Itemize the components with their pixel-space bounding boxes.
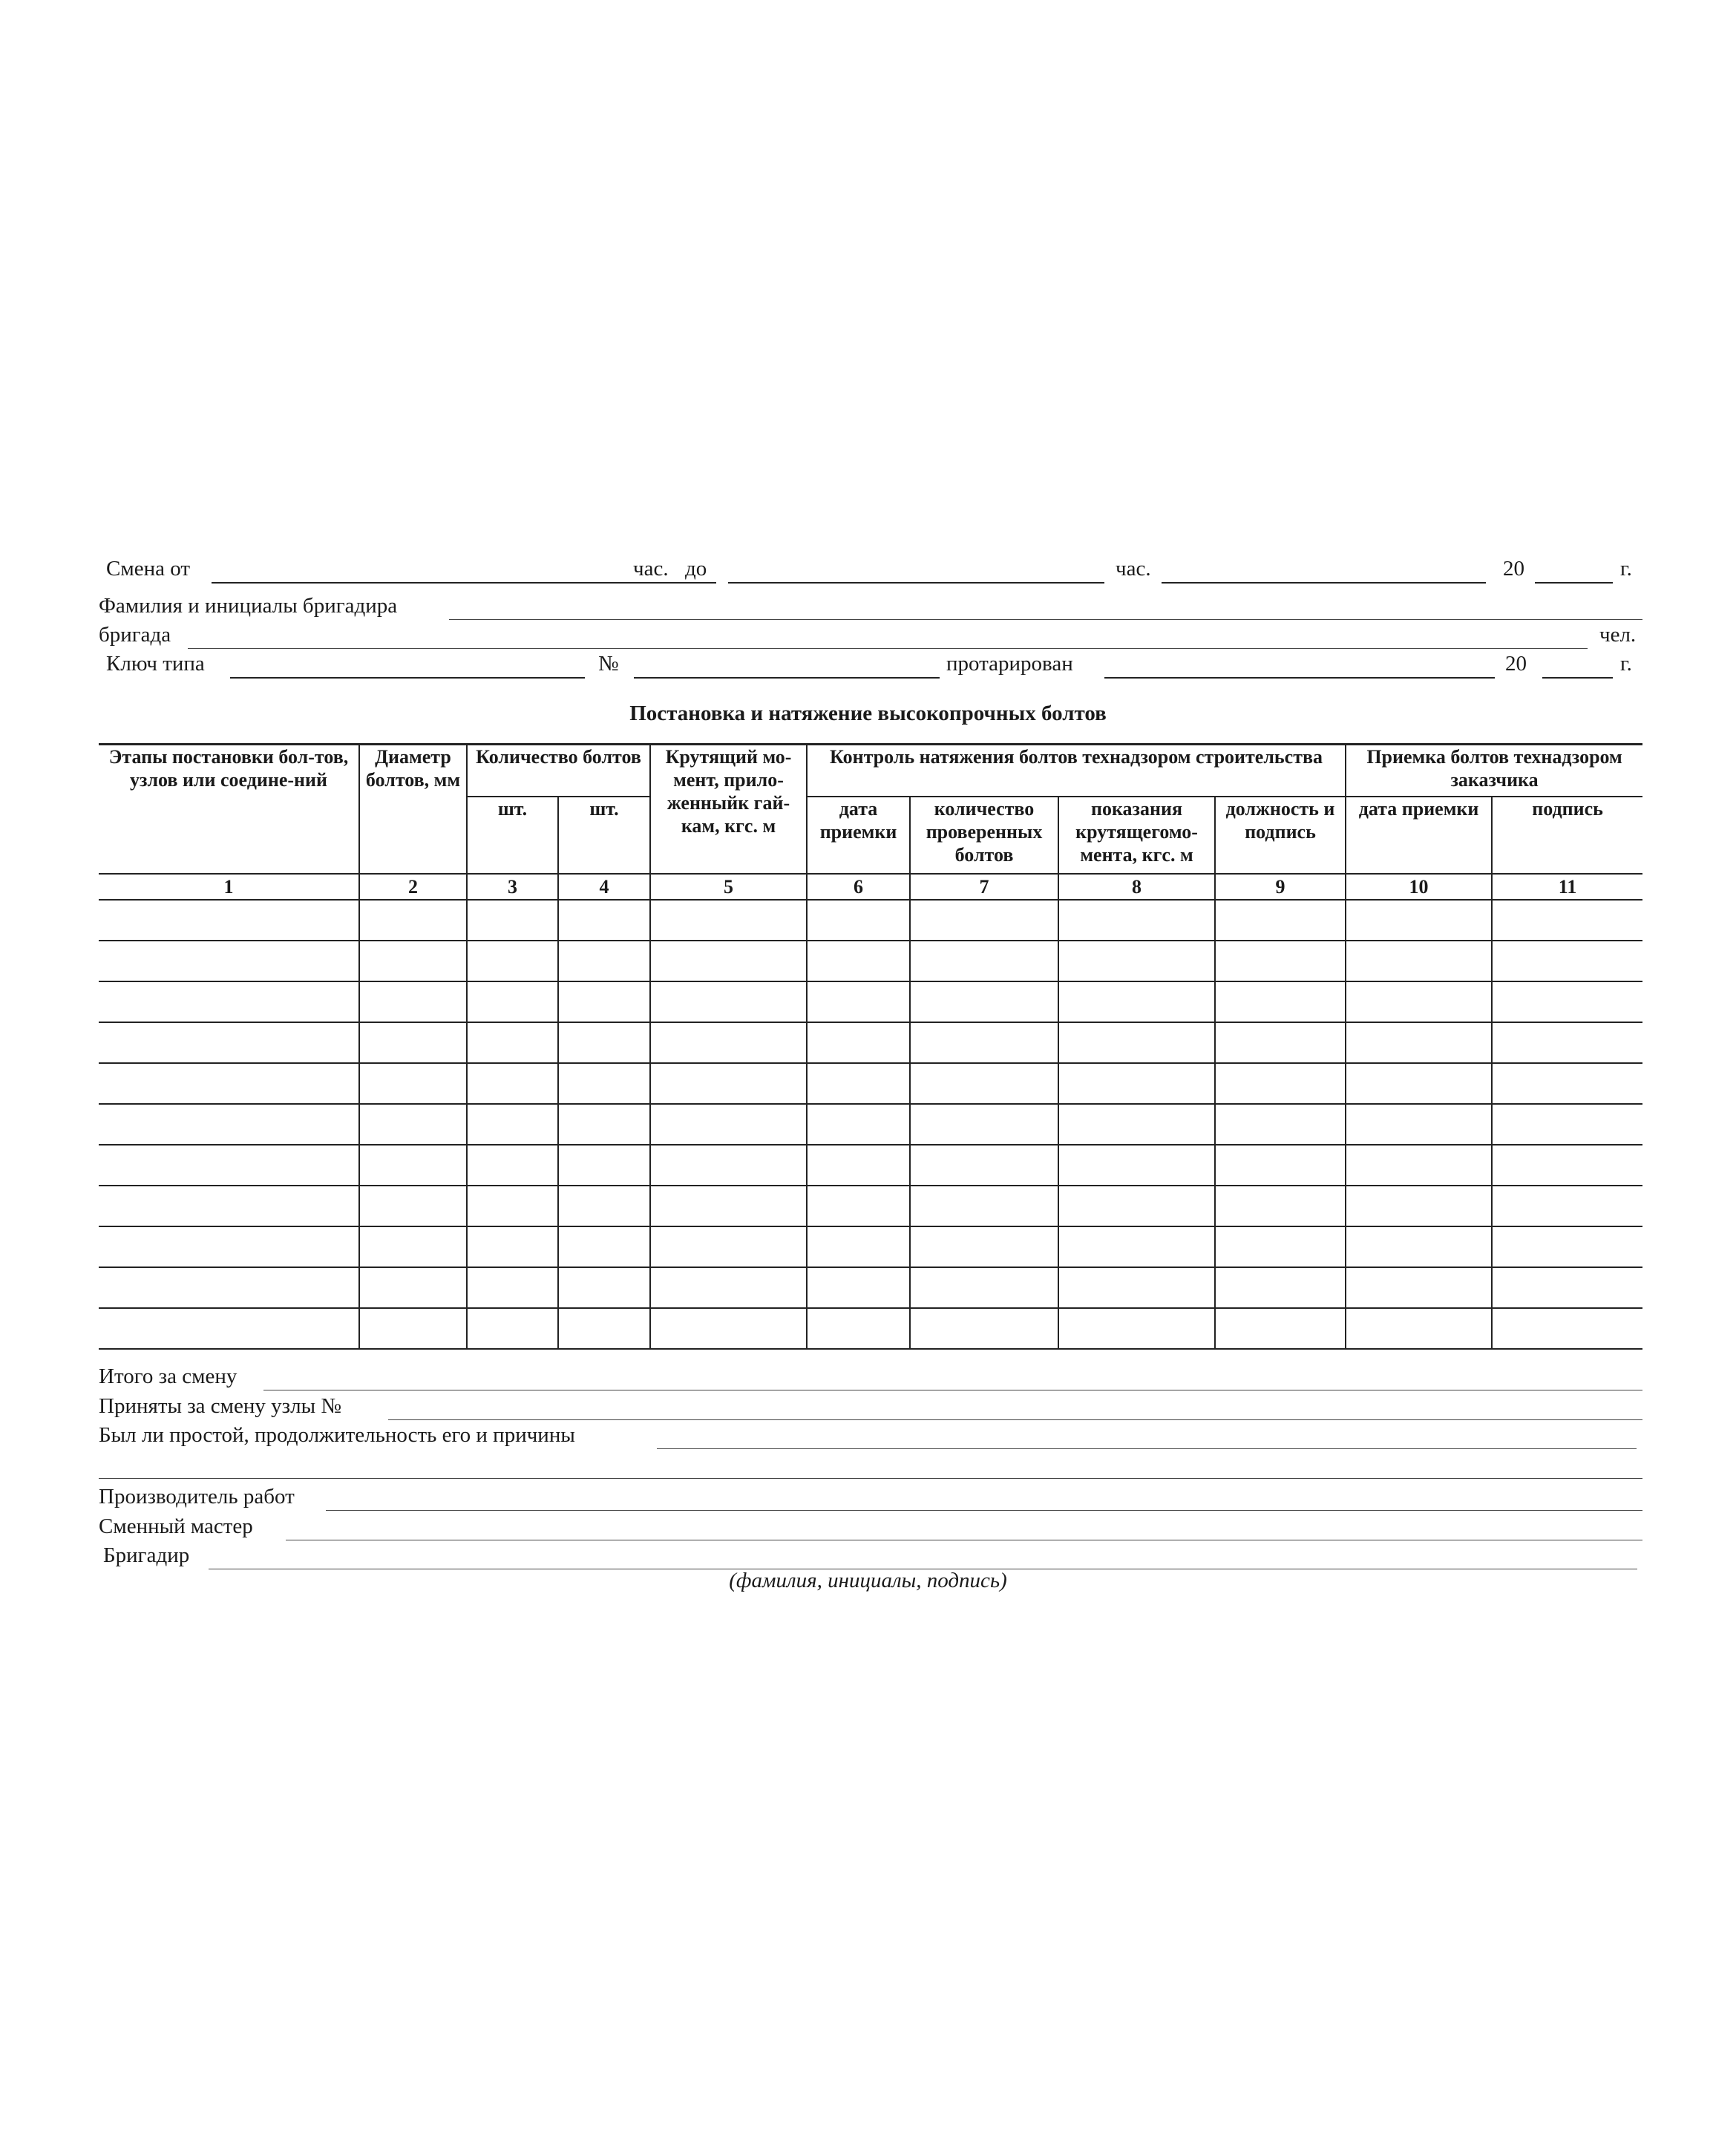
table-cell[interactable] (359, 1308, 467, 1349)
table-cell[interactable] (1058, 1063, 1215, 1104)
table-cell[interactable] (467, 1063, 558, 1104)
table-cell[interactable] (807, 1226, 910, 1267)
table-cell[interactable] (467, 941, 558, 981)
table-cell[interactable] (650, 1186, 807, 1226)
table-cell[interactable] (558, 1308, 650, 1349)
hours-label-a: час. (633, 557, 669, 581)
table-cell[interactable] (558, 1063, 650, 1104)
table-cell[interactable] (650, 941, 807, 981)
col-number: 9 (1215, 874, 1346, 900)
year-suffix-2: г. (1620, 652, 1632, 676)
shift-from-label: Смена от (106, 557, 190, 581)
bolts-table (99, 743, 1642, 1350)
table-cell[interactable] (650, 981, 807, 1022)
table-cell[interactable] (99, 1308, 359, 1349)
year-prefix-2: 20 (1505, 652, 1527, 676)
hours-label-b: час. (1116, 557, 1151, 581)
table-cell[interactable] (650, 1145, 807, 1186)
foreman-name-field[interactable] (449, 619, 1642, 620)
table-cell[interactable] (359, 1063, 467, 1104)
table-cell[interactable] (910, 1104, 1058, 1145)
total-row (99, 1364, 1642, 1394)
accepted-row (99, 1394, 1642, 1424)
table-cell[interactable] (1492, 1186, 1642, 1226)
accepted-field[interactable] (388, 1419, 1642, 1420)
table-cell[interactable] (1215, 1145, 1346, 1186)
col-number: 6 (807, 874, 910, 900)
foreman-name-label: Фамилия и инициалы бригадира (99, 594, 398, 618)
table-cell[interactable] (99, 941, 359, 981)
table-row (99, 1308, 1642, 1349)
column-numbers-row (99, 874, 1642, 900)
table-cell[interactable] (1215, 1063, 1346, 1104)
col-torque-header: Крутящий мо-мент, прило-женныйк гай-кам, кгс. м (650, 745, 807, 875)
table-cell[interactable] (467, 1226, 558, 1267)
work-manager-label: Производитель работ (99, 1485, 295, 1509)
table-row (99, 1022, 1642, 1063)
table-cell[interactable] (467, 1186, 558, 1226)
key-row (99, 652, 1642, 682)
table-cell[interactable] (807, 981, 910, 1022)
work-manager-row (99, 1485, 1642, 1514)
year-field-1[interactable] (1535, 582, 1613, 584)
downtime-field[interactable] (657, 1448, 1637, 1449)
year-field-2[interactable] (1542, 677, 1613, 679)
table-cell[interactable] (1058, 1104, 1215, 1145)
key-type-label: Ключ типа (106, 652, 205, 676)
people-label: чел. (1599, 623, 1637, 647)
table-cell[interactable] (1215, 1226, 1346, 1267)
table-cell[interactable] (359, 981, 467, 1022)
foreman-row (99, 594, 1642, 624)
table-cell[interactable] (910, 1226, 1058, 1267)
table-cell[interactable] (807, 1186, 910, 1226)
year-prefix-1: 20 (1503, 557, 1524, 581)
col-diameter-header: Диаметр болтов, мм (359, 745, 467, 875)
table-cell[interactable] (1346, 900, 1492, 941)
table-cell[interactable] (558, 981, 650, 1022)
downtime-field-continued[interactable] (99, 1478, 1642, 1479)
table-row (99, 1063, 1642, 1104)
table-cell[interactable] (467, 1267, 558, 1308)
table-cell[interactable] (1215, 981, 1346, 1022)
table-cell[interactable] (1492, 1226, 1642, 1267)
total-label: Итого за смену (99, 1364, 238, 1388)
table-cell[interactable] (807, 900, 910, 941)
table-cell[interactable] (910, 1308, 1058, 1349)
table-title: Постановка и натяжение высокопрочных болтов (629, 702, 1107, 725)
table-cell[interactable] (1058, 1186, 1215, 1226)
table-cell[interactable] (1346, 941, 1492, 981)
table-cell[interactable] (1346, 1022, 1492, 1063)
table-cell[interactable] (99, 1063, 359, 1104)
brigade-field[interactable] (188, 648, 1588, 649)
shift-start-field[interactable] (212, 582, 716, 584)
table-cell[interactable] (807, 1022, 910, 1063)
col-qty-pcs-a: шт. (467, 797, 558, 874)
col-stages-header: Этапы постановки бол-тов, узлов или соедине-ний (99, 745, 359, 875)
table-cell[interactable] (99, 1226, 359, 1267)
table-cell[interactable] (1346, 1063, 1492, 1104)
table-cell[interactable] (1215, 1186, 1346, 1226)
table-cell[interactable] (558, 1226, 650, 1267)
col-number: 5 (650, 874, 807, 900)
table-cell[interactable] (558, 900, 650, 941)
brigade-label: бригада (99, 623, 171, 647)
table-cell[interactable] (359, 1022, 467, 1063)
col-number: 11 (1492, 874, 1642, 900)
table-cell[interactable] (910, 981, 1058, 1022)
col-number: 8 (1058, 874, 1215, 900)
table-cell[interactable] (1346, 1226, 1492, 1267)
table-cell[interactable] (910, 900, 1058, 941)
table-cell[interactable] (910, 941, 1058, 981)
table-cell[interactable] (1058, 941, 1215, 981)
table-cell[interactable] (1058, 1145, 1215, 1186)
table-cell[interactable] (1492, 981, 1642, 1022)
table-cell[interactable] (807, 1145, 910, 1186)
col-acceptance-header: Приемка болтов технадзором заказчика (1346, 745, 1642, 797)
col-torque-readings: показания крутящегомо-мента, кгс. м (1058, 797, 1215, 874)
shift-master-label: Сменный мастер (99, 1514, 253, 1538)
table-cell[interactable] (467, 1022, 558, 1063)
key-type-field[interactable] (230, 677, 585, 679)
col-number: 2 (359, 874, 467, 900)
table-cell[interactable] (1346, 1267, 1492, 1308)
table-row (99, 1145, 1642, 1186)
year-suffix-1: г. (1620, 557, 1632, 581)
table-cell[interactable] (910, 1186, 1058, 1226)
table-cell[interactable] (1215, 1104, 1346, 1145)
col-number: 3 (467, 874, 558, 900)
table-row (99, 1104, 1642, 1145)
col-number: 4 (558, 874, 650, 900)
table-cell[interactable] (1492, 1145, 1642, 1186)
table-cell[interactable] (650, 1063, 807, 1104)
table-cell[interactable] (99, 1145, 359, 1186)
table-row (99, 1226, 1642, 1267)
table-cell[interactable] (359, 1145, 467, 1186)
col-number: 1 (99, 874, 359, 900)
table-cell[interactable] (99, 1267, 359, 1308)
table-cell[interactable] (1492, 1063, 1642, 1104)
col-qty-pcs-b: шт. (558, 797, 650, 874)
table-cell[interactable] (1492, 1022, 1642, 1063)
work-manager-field[interactable] (326, 1510, 1642, 1511)
table-row (99, 900, 1642, 941)
signature-caption: (фамилия, инициалы, подпись) (729, 1569, 1007, 1592)
table-cell[interactable] (910, 1063, 1058, 1104)
table-cell[interactable] (1346, 981, 1492, 1022)
col-quantity-header: Количество болтов (467, 745, 650, 797)
table-cell[interactable] (558, 941, 650, 981)
table-cell[interactable] (1346, 1104, 1492, 1145)
table-cell[interactable] (650, 900, 807, 941)
table-cell[interactable] (558, 1186, 650, 1226)
table-cell[interactable] (467, 981, 558, 1022)
table-cell[interactable] (359, 1267, 467, 1308)
table-cell[interactable] (1492, 1308, 1642, 1349)
table-cell[interactable] (1346, 1308, 1492, 1349)
table-cell[interactable] (1058, 1267, 1215, 1308)
to-label: до (685, 557, 707, 581)
table-row (99, 981, 1642, 1022)
col-checked-count: количество проверенных болтов (910, 797, 1058, 874)
col-control-header: Контроль натяжения болтов технадзором строительства (807, 745, 1346, 797)
accepted-label: Приняты за смену узлы № (99, 1394, 342, 1418)
table-cell[interactable] (359, 1226, 467, 1267)
table-cell[interactable] (467, 1308, 558, 1349)
col-position-signature: должность и подпись (1215, 797, 1346, 874)
table-cell[interactable] (807, 1267, 910, 1308)
table-cell[interactable] (467, 1104, 558, 1145)
table-cell[interactable] (467, 1145, 558, 1186)
table-row (99, 1267, 1642, 1308)
table-cell[interactable] (359, 941, 467, 981)
table-cell[interactable] (650, 1267, 807, 1308)
table-cell[interactable] (1058, 1308, 1215, 1349)
table-cell[interactable] (1215, 1267, 1346, 1308)
table-cell[interactable] (1058, 1226, 1215, 1267)
table-cell[interactable] (650, 1022, 807, 1063)
table-cell[interactable] (1058, 900, 1215, 941)
table-row (99, 1186, 1642, 1226)
shift-date-field[interactable] (1162, 582, 1486, 584)
table-cell[interactable] (359, 1186, 467, 1226)
col-number: 7 (910, 874, 1058, 900)
shift-master-row (99, 1514, 1642, 1544)
table-cell[interactable] (807, 1104, 910, 1145)
table-cell[interactable] (558, 1104, 650, 1145)
calibrated-date-field[interactable] (1104, 677, 1495, 679)
table-cell[interactable] (650, 1104, 807, 1145)
table-cell[interactable] (558, 1022, 650, 1063)
table-cell[interactable] (99, 1186, 359, 1226)
table-row (99, 941, 1642, 981)
table-cell[interactable] (1058, 981, 1215, 1022)
table-cell[interactable] (1492, 1104, 1642, 1145)
foreman-label: Бригадир (103, 1543, 190, 1567)
table-cell[interactable] (807, 1063, 910, 1104)
col-number: 10 (1346, 874, 1492, 900)
table-cell[interactable] (1215, 1022, 1346, 1063)
table-cell[interactable] (558, 1267, 650, 1308)
downtime-label: Был ли простой, продолжительность его и причины (99, 1423, 575, 1447)
table-body (99, 900, 1642, 1349)
col-control-date: дата приемки (807, 797, 910, 874)
shift-row (99, 557, 1642, 586)
col-acceptance-signature: подпись (1492, 797, 1642, 874)
table-cell[interactable] (99, 981, 359, 1022)
shift-end-field[interactable] (728, 582, 1104, 584)
table-cell[interactable] (1215, 1308, 1346, 1349)
downtime-row (99, 1423, 1642, 1453)
brigade-row (99, 623, 1642, 653)
table-cell[interactable] (359, 900, 467, 941)
table-cell[interactable] (910, 1022, 1058, 1063)
table-cell[interactable] (1058, 1022, 1215, 1063)
table-cell[interactable] (1215, 941, 1346, 981)
number-sign: № (598, 652, 619, 676)
col-acceptance-date: дата приемки (1346, 797, 1492, 874)
table-cell[interactable] (650, 1308, 807, 1349)
table-cell[interactable] (467, 900, 558, 941)
table-cell[interactable] (1492, 900, 1642, 941)
table-cell[interactable] (558, 1145, 650, 1186)
table-cell[interactable] (99, 1104, 359, 1145)
table-cell[interactable] (807, 1308, 910, 1349)
table-cell[interactable] (910, 1267, 1058, 1308)
table-cell[interactable] (1215, 900, 1346, 941)
table-cell[interactable] (650, 1226, 807, 1267)
table-cell[interactable] (1492, 1267, 1642, 1308)
table-cell[interactable] (359, 1104, 467, 1145)
key-number-field[interactable] (634, 677, 940, 679)
table-cell[interactable] (1492, 941, 1642, 981)
calibrated-label: протарирован (946, 652, 1073, 676)
table-cell[interactable] (1346, 1145, 1492, 1186)
table-cell[interactable] (807, 941, 910, 981)
table-cell[interactable] (99, 1022, 359, 1063)
table-cell[interactable] (99, 900, 359, 941)
table-cell[interactable] (910, 1145, 1058, 1186)
table-cell[interactable] (1346, 1186, 1492, 1226)
